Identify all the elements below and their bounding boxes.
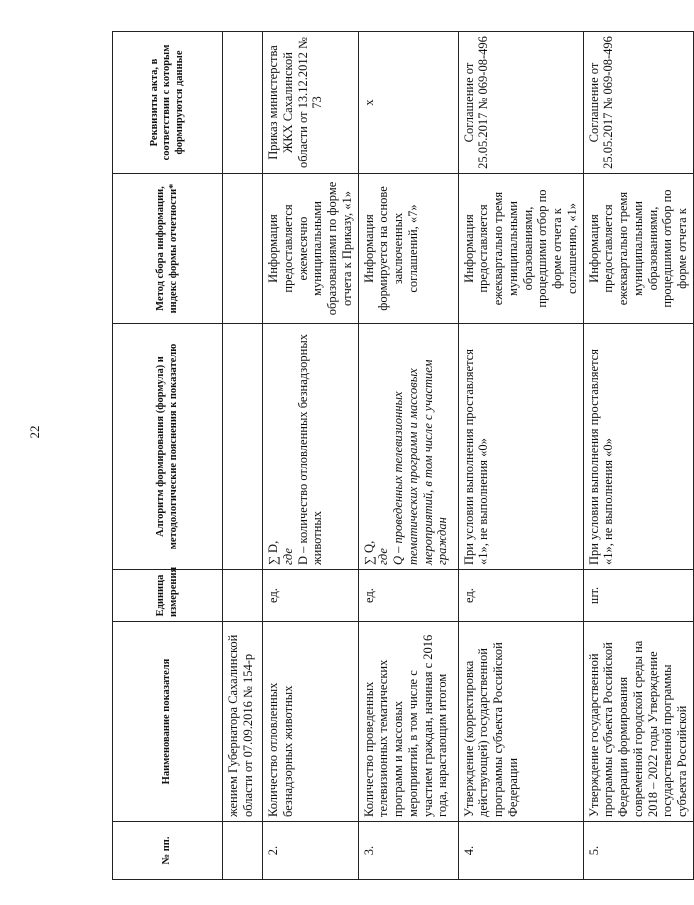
cell-algorithm (263, 324, 359, 570)
algorithm-formula: ∑ Q, (361, 540, 376, 565)
table-row (223, 32, 263, 880)
cell-algorithm: При условии выполнения проставляется «1», не выполнения «0» (583, 324, 693, 570)
header-num: № пп. (113, 822, 223, 880)
cell-unit: ед. (358, 570, 458, 622)
cell-method: Информация формируется на основе заключенных соглашений, «7» (358, 174, 458, 324)
cell-name: Утверждение (корректировка действующей) государственной программы субъекта Российской Федерации (458, 622, 583, 822)
algorithm-description: Q – проведенных телевизионных тематических программ и массовых мероприятий, в том числе с участием граждан (391, 359, 450, 565)
cell-name: Утверждение государственной программы субъекта Российской Федерации формирования современной городской среды на 2018 – 2022 годы Утверждение государственной программы субъекта Российской (583, 622, 693, 822)
table-row (263, 32, 359, 880)
cell-requisites: х (358, 32, 458, 174)
cell-unit (223, 570, 263, 622)
algorithm-formula: ∑ D, (266, 540, 280, 565)
cell-method: Информация предоставляется ежемесячно муниципальными образованиями по форме отчета к Приказу, «1» (263, 174, 359, 324)
cell-name: жением Губернатора Сахалинской области от 07.09.2016 № 154-р (223, 622, 263, 822)
cell-num: 5. (583, 822, 693, 880)
algorithm-where: где (280, 548, 295, 565)
cell-name: Количество отловленных безнадзорных животных (263, 622, 359, 822)
algorithm-where: где (376, 548, 391, 565)
table-row (458, 32, 583, 880)
page-number: 22 (27, 425, 42, 439)
header-name: Наименование показателя (113, 622, 223, 822)
algorithm-description: D – количество отловленных безнадзорных животных (295, 333, 325, 565)
indicators-table (112, 31, 694, 880)
table-row (358, 32, 458, 880)
cell-requisites: Соглашение от 25.05.2017 № 069-08-496 (583, 32, 693, 174)
header-method: Метод сбора информации, индекс формы отчетности* (113, 174, 223, 324)
header-algorithm: Алгоритм формирования (формула) и методологические пояснения к показателю (113, 324, 223, 570)
cell-method: Информация предоставляется ежеквартально тремя муниципальными образованиями, процедшими отбор по форме отчета к соглашению, «1» (458, 174, 583, 324)
cell-num: 3. (358, 822, 458, 880)
cell-requisites: Приказ министерства ЖКХ Сахалинской области от 13.12.2012 № 73 (263, 32, 359, 174)
cell-unit: ед. (458, 570, 583, 622)
header-requisites: Реквизиты акта, в соответствии с которым формируются данные (113, 32, 223, 174)
cell-num: 2. (263, 822, 359, 880)
table-row (583, 32, 693, 880)
cell-algorithm: При условии выполнения проставляется «1», не выполнения «0» (458, 324, 583, 570)
cell-num: 4. (458, 822, 583, 880)
cell-name: Количество проведенных телевизионных тематических программ и массовых мероприятий, в том числе с участием граждан, начиная с 2016 года, нарастающим итогом (358, 622, 458, 822)
cell-method: Информация предоставляется ежеквартально тремя муниципальными образованиями, процедшими отбор по форме отчета к (583, 174, 693, 324)
cell-unit: шт. (583, 570, 693, 622)
rotated-table-container (112, 32, 689, 880)
cell-num (223, 822, 263, 880)
cell-algorithm (358, 324, 458, 570)
cell-requisites (223, 32, 263, 174)
cell-requisites: Соглашение от 25.05.2017 № 069-08-496 (458, 32, 583, 174)
cell-unit: ед. (263, 570, 359, 622)
cell-algorithm (223, 324, 263, 570)
header-unit: Единица измерения (113, 570, 223, 622)
cell-method (223, 174, 263, 324)
header-row (113, 32, 223, 880)
